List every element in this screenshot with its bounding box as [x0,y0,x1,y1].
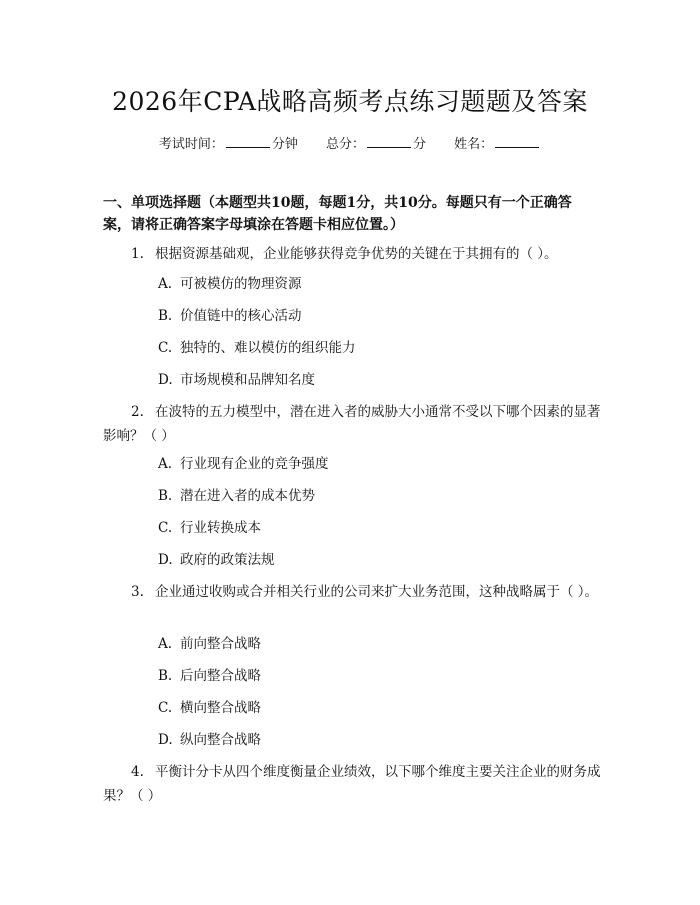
question-number: 1. [131,246,144,262]
option-letter: D. [158,732,173,748]
question-number: 2. [131,404,144,420]
option-text: 横向整合战略 [180,700,261,716]
option-text: 纵向整合战略 [180,732,261,748]
option-3b [158,666,261,686]
exam-time-label: 考试时间： [158,137,224,152]
question-4 [103,760,608,808]
name-label: 姓名： [454,137,494,152]
name-blank [495,135,539,148]
option-letter: D. [158,552,173,568]
option-1b [158,306,302,326]
option-text: 可被模仿的物理资源 [180,276,302,292]
option-letter: B. [158,488,173,504]
total-score-blank [367,135,411,148]
question-3 [103,580,608,604]
option-letter: C. [158,520,173,536]
exam-time-unit: 分钟 [271,137,298,152]
option-1d [158,370,315,390]
question-text: 平衡计分卡从四个维度衡量企业绩效，以下哪个维度主要关注企业的财务成果？（ ） [103,764,601,804]
option-letter: A. [158,636,173,652]
option-text: 价值链中的核心活动 [180,308,302,324]
option-3d [158,730,261,750]
option-letter: A. [158,456,173,472]
option-text: 潜在进入者的成本优势 [180,488,315,504]
question-text: 根据资源基础观，企业能够获得竞争优势的关键在于其拥有的（ ）。 [155,246,558,262]
exam-meta [0,133,700,152]
option-1c [158,338,356,358]
option-letter: B. [158,668,173,684]
option-2b [158,486,315,506]
option-2c [158,518,261,538]
exam-time-blank [226,135,270,148]
option-letter: C. [158,340,173,356]
section-heading: 一、单项选择题（本题型共10题，每题1分，共10分。每题只有一个正确答案，请将正确答案字母填涂在答题卡相应位置。） [103,195,572,233]
question-number: 3. [131,584,144,600]
option-text: 行业转换成本 [180,520,261,536]
option-text: 政府的政策法规 [180,552,275,568]
option-text: 行业现有企业的竞争强度 [180,456,329,472]
option-3a [158,634,261,654]
option-3c [158,698,261,718]
question-2 [103,400,608,448]
question-text: 企业通过收购或合并相关行业的公司来扩大业务范围，这种战略属于（ ）。 [155,584,599,600]
question-number: 4. [131,764,144,780]
exam-time-field [159,133,298,152]
question-1 [103,242,608,266]
option-text: 独特的、难以模仿的组织能力 [180,340,356,356]
option-1a [158,274,302,294]
option-letter: B. [158,308,173,324]
option-text: 前向整合战略 [180,636,261,652]
total-score-field [326,133,426,152]
option-text: 后向整合战略 [180,668,261,684]
option-2a [158,454,329,474]
option-2d [158,550,275,570]
option-text: 市场规模和品牌知名度 [180,372,315,388]
total-score-unit: 分 [413,137,427,152]
page-title: 2026年CPA战略高频考点练习题题及答案 [112,87,588,116]
option-letter: A. [158,276,173,292]
question-text: 在波特的五力模型中，潜在进入者的威胁大小通常不受以下哪个因素的显著影响？（ ） [103,404,601,444]
option-letter: D. [158,372,173,388]
total-score-label: 总分： [325,137,365,152]
name-field [454,133,541,152]
option-letter: C. [158,700,173,716]
